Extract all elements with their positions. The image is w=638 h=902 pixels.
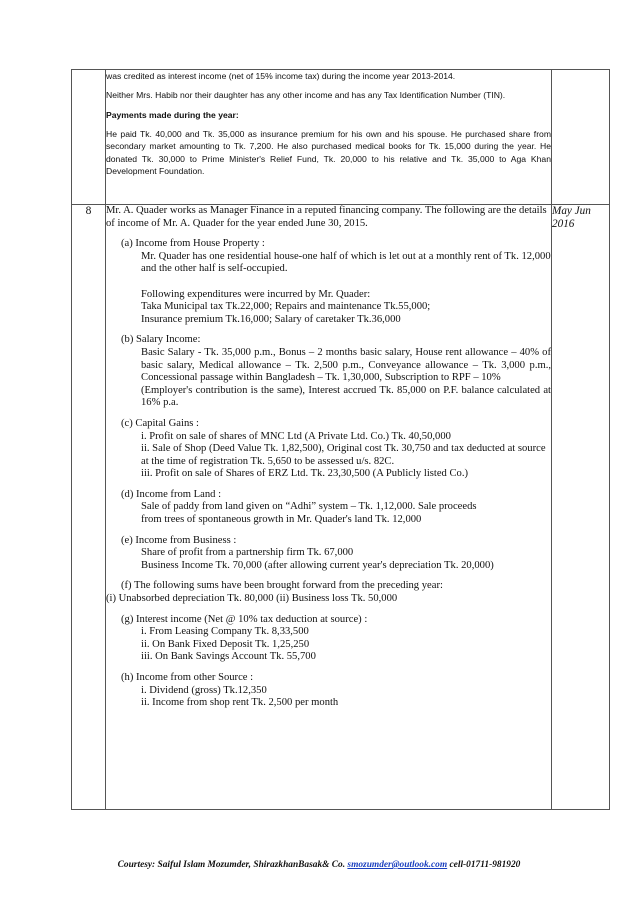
section-heading: (h) Income from other Source : [121,672,254,683]
section-brought-forward [106,580,551,605]
land-income-details: Sale of paddy from land given on “Adhi” system – Tk. 1,12,000. Sale proceeds from trees of spontaneous growth in Mr. Quader's land Tk. 12,000 [141,501,477,526]
business-item-1: Share of profit from a partnership firm Tk. 67,000 [141,547,354,559]
empty-number-cell [72,70,106,205]
payments-paragraph: He paid Tk. 40,000 and Tk. 35,000 as insurance premium for his own and his spouse. He purchased share from secondary market amounting to Tk. 7,200. He also purchased medical books for Tk. 15,000 during the year. He donated Tk. 30,000 to Prime Minister's Relief Fund, Tk. 20,000 to his relative and Tk. 35,000 to Aga Khan Development Foundation. [106,128,551,176]
exam-session: May Jun 2016 [552,205,610,810]
section-land-income [106,489,551,527]
section-other-sources [106,672,551,710]
section-business-income [106,535,551,573]
section-heading: (b) Salary Income: [121,334,201,346]
continuation-row [72,70,610,205]
question-number: 8 [72,205,106,810]
empty-date-cell [552,70,610,205]
question-table [71,69,610,810]
section-heading: (f) The following sums have been brought forward from the preceding year: [121,580,443,592]
house-description: Mr. Quader has one residential house-one half of which is let out at a monthly rent of Tk. 12,000 and the other half is self-occupied. [141,250,551,275]
business-item-2: Business Income Tk. 70,000 (after allowing current year's depreciation Tk. 20,000) [141,559,494,571]
continuation-paragraph-2: Neither Mrs. Habib nor their daughter has any other income and has any Tax Identification Number (TIN). [106,89,506,100]
section-heading: (e) Income from Business : [121,534,237,546]
section-heading: (a) Income from House Property : [121,238,265,250]
section-heading: (d) Income from Land : [121,488,222,500]
footer-phone: cell-01711-981920 [447,860,521,870]
interest-item-3: iii. On Bank Savings Account Tk. 55,700 [141,651,316,663]
expenditure-intro: Following expenditures were incurred by Mr. Quader: [141,288,371,300]
interest-item-2: ii. On Bank Fixed Deposit Tk. 1,25,250 [141,638,310,650]
continuation-paragraph-1: was credited as interest income (net of 15% income tax) during the income year 2013-2014. [106,71,456,81]
expenditure-line-2: Insurance premium Tk.16,000; Salary of caretaker Tk.36,000 [141,313,401,325]
salary-details: Basic Salary - Tk. 35,000 p.m., Bonus – 2 months basic salary, House rent allowance – 40% of basic salary, Medical allowance – Tk. 2,500 p.m., Conveyance allowance – Tk. 3,000 p.m., Concessional passage within Bangladesh – Tk. 1,30,000, Subscription to RPF – 10% [141,346,551,384]
footer-email-link[interactable]: smozumder@outlook.com [347,860,448,870]
section-heading: (g) Interest income (Net @ 10% tax deduction at source) : [121,613,368,625]
other-source-item-2: ii. Income from shop rent Tk. 2,500 per month [141,697,339,709]
capital-gain-item-2: ii. Sale of Shop (Deed Value Tk. 1,82,500), Original cost Tk. 30,750 and tax deducted at source at the time of registration Tk. 5,650 to be assessed u/s. 82C. [141,443,546,467]
section-house-property [106,238,551,326]
section-interest-income [106,614,551,664]
other-source-item-1: i. Dividend (gross) Tk.12,350 [141,684,267,696]
capital-gain-item-1: i. Profit on sale of shares of MNC Ltd (A Private Ltd. Co.) Tk. 40,50,000 [141,430,451,442]
question-body [106,205,552,810]
capital-gain-item-3: iii. Profit on sale of Shares of ERZ Ltd. Tk. 23,30,500 (A Publicly listed Co.) [141,468,469,480]
expenditure-line-1: Taka Municipal tax Tk.22,000; Repairs and maintenance Tk.55,000; [141,301,431,313]
question-intro: Mr. A. Quader works as Manager Finance in a reputed financing company. The following are the details of income of Mr. A. Quader for the year ended June 30, 2015. [106,205,547,229]
question-row [72,205,610,810]
brought-forward-details: (i) Unabsorbed depreciation Tk. 80,000 (ii) Business loss Tk. 50,000 [106,593,398,605]
section-capital-gains [106,418,551,481]
interest-item-1: i. From Leasing Company Tk. 8,33,500 [141,626,309,638]
footer-credit: Courtesy: Saiful Islam Mozumder, ShirazkhanBasak& Co. [117,860,348,870]
section-salary-income [106,334,551,410]
section-heading: (c) Capital Gains : [121,417,199,429]
continuation-cell [106,70,552,205]
page-footer [0,860,638,870]
payments-heading: Payments made during the year: [106,110,239,120]
salary-pf-details: (Employer's contribution is the same), Interest accrued Tk. 85,000 on P.F. balance calculated at 16% p.a. [141,384,551,409]
